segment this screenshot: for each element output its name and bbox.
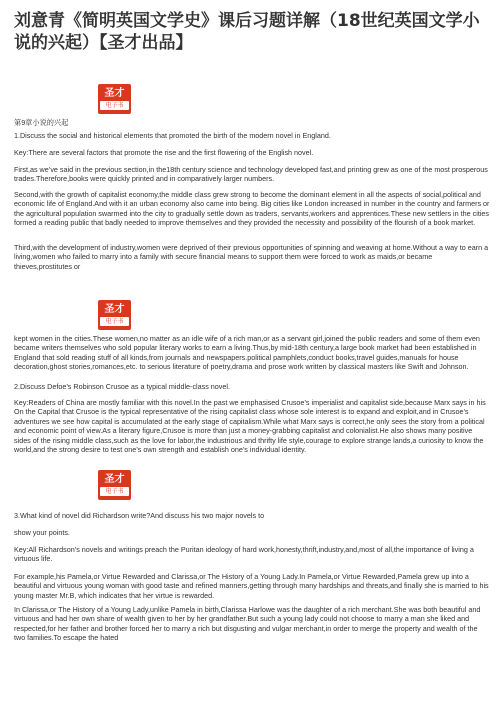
logo-line2: 电子书 [100,317,129,326]
answer-3-intro: Key:All Richardson’s novels and writings preach the Puritan ideology of hard work,honesty,thrift,industry,and,most of all,the importance of living a virtuous life. [14,545,474,564]
logo-line1: 圣才 [104,304,125,315]
page-title: 刘意青《简明英国文学史》课后习题详解（18世纪英国文学小说的兴起）【圣才出品】 [14,11,480,53]
answer-1-continued: kept women in the cities.These women,no matter as an idle wife of a rich man,or as a servant girl,joined the public readers and some of them even became writers themselves who sold popular literary works to earn a living.Thus,by mid-18th century,a large book market had been established in England that sold reading stuff of all kinds,from journals and newspapers.political pamphlets,conduct books,travel guides,manuals for house decoration,ghost stories,romances,etc. to serious literature of poetry,drama and prose work written by classical masters like Swift and Johnson. [14,334,480,372]
question-2: 2.Discuss Defoe’s Robinson Crusoe as a typical middle-class novel. [14,382,230,391]
logo-line1: 圣才 [104,88,125,99]
publisher-logo [98,470,131,500]
question-3: 3.What kind of novel did Richardson write?And discuss his two major novels to [14,511,265,520]
publisher-logo [98,300,131,330]
answer-1-third: Third,with the development of industry,women were deprived of their previous opportunities of spinning and weaving at home.Without a way to earn a living,women who failed to marry into a family with secure financial means to support them were forced to work as maids,or became thieves,prostitutes or [14,243,489,271]
question-1: 1.Discuss the social and historical elements that promoted the birth of the modern novel in England. [14,131,331,140]
answer-3-pamela: For example,his Pamela,or Virtue Rewarded and Clarissa,or The History of a Young Lady.In Pamela,or Virtue Rewarded,Pamela grew up into a beautiful and virtuous young woman with good taste and refined manners,getting through many hardships and threats,and finally she is married to his young master Mr.B, which indicates that her virtue is rewarded. [14,572,489,600]
logo-line2: 电子书 [100,487,129,496]
publisher-logo [98,84,131,114]
question-3-continued: show your points. [14,528,70,537]
chapter-heading: 第9章小说的兴起 [14,118,69,127]
answer-3-clarissa: In Clarissa,or The History of a Young Lady,unlike Pamela in birth,Clarissa Harlowe was the daughter of a rich merchant.She was both beautiful and virtuous and had her own share of wealth given to her by her grandfather.But such a young lady could not choose to marry a man she liked and respected,for her father and brother forced her to marry a rich but disgusting and vulgar merchant,in order to merge the property and wealth of the two families.To escape the hated [14,605,481,643]
answer-2: Key:Readers of China are mostly familiar with this novel.In the past we emphasised Crusoe’s imperialist and capitalist side,because Marx says in his On the Capital that Crusoe is the typical representative of the rising capitalist class whose sole interest is to expand and exploit,and in Crusoe’s adventures we see how capital is accumulated at the early stage of capitalism.While what Marx says is correct,he only sees the story from a political and economic point of view.As a literary figure,Crusoe is more than just a money-grabbing capitalist and colonialist.He also shows many positive sides of the rising middle class,such as the love for labor,the industrious and thrifty life style,courage to explore strange lands,a curiosity to know the world,and the strong desire to test one’s own strength and establish one’s individual identity. [14,398,486,455]
answer-1-first: First,as we’ve said in the previous section,in the18th century science and technology developed fast,and printing grew as one of the most prosperous trades.Therefore,books were quickly printed and in comparatively larger numbers. [14,165,488,184]
logo-line2: 电子书 [100,101,129,110]
logo-line1: 圣才 [104,474,125,485]
answer-1-intro: Key:There are several factors that promote the rise and the first flowering of the English novel. [14,148,314,157]
answer-1-second: Second,with the growth of capitalist economy,the middle class grew strong to become the dominant element in all the aspects of social,political and economic life of England.And with it an urban economy also came into being. Big cities like London increased in number in the country and farmers or the agricultural population swarmed into the city to gradually settle down as traders, servants,workers and apprentices.These new settlers in the cities formed a reading public that badly needed to improve themselves and they provided the necessity and possibility of the flourish of a book market. [14,190,490,228]
